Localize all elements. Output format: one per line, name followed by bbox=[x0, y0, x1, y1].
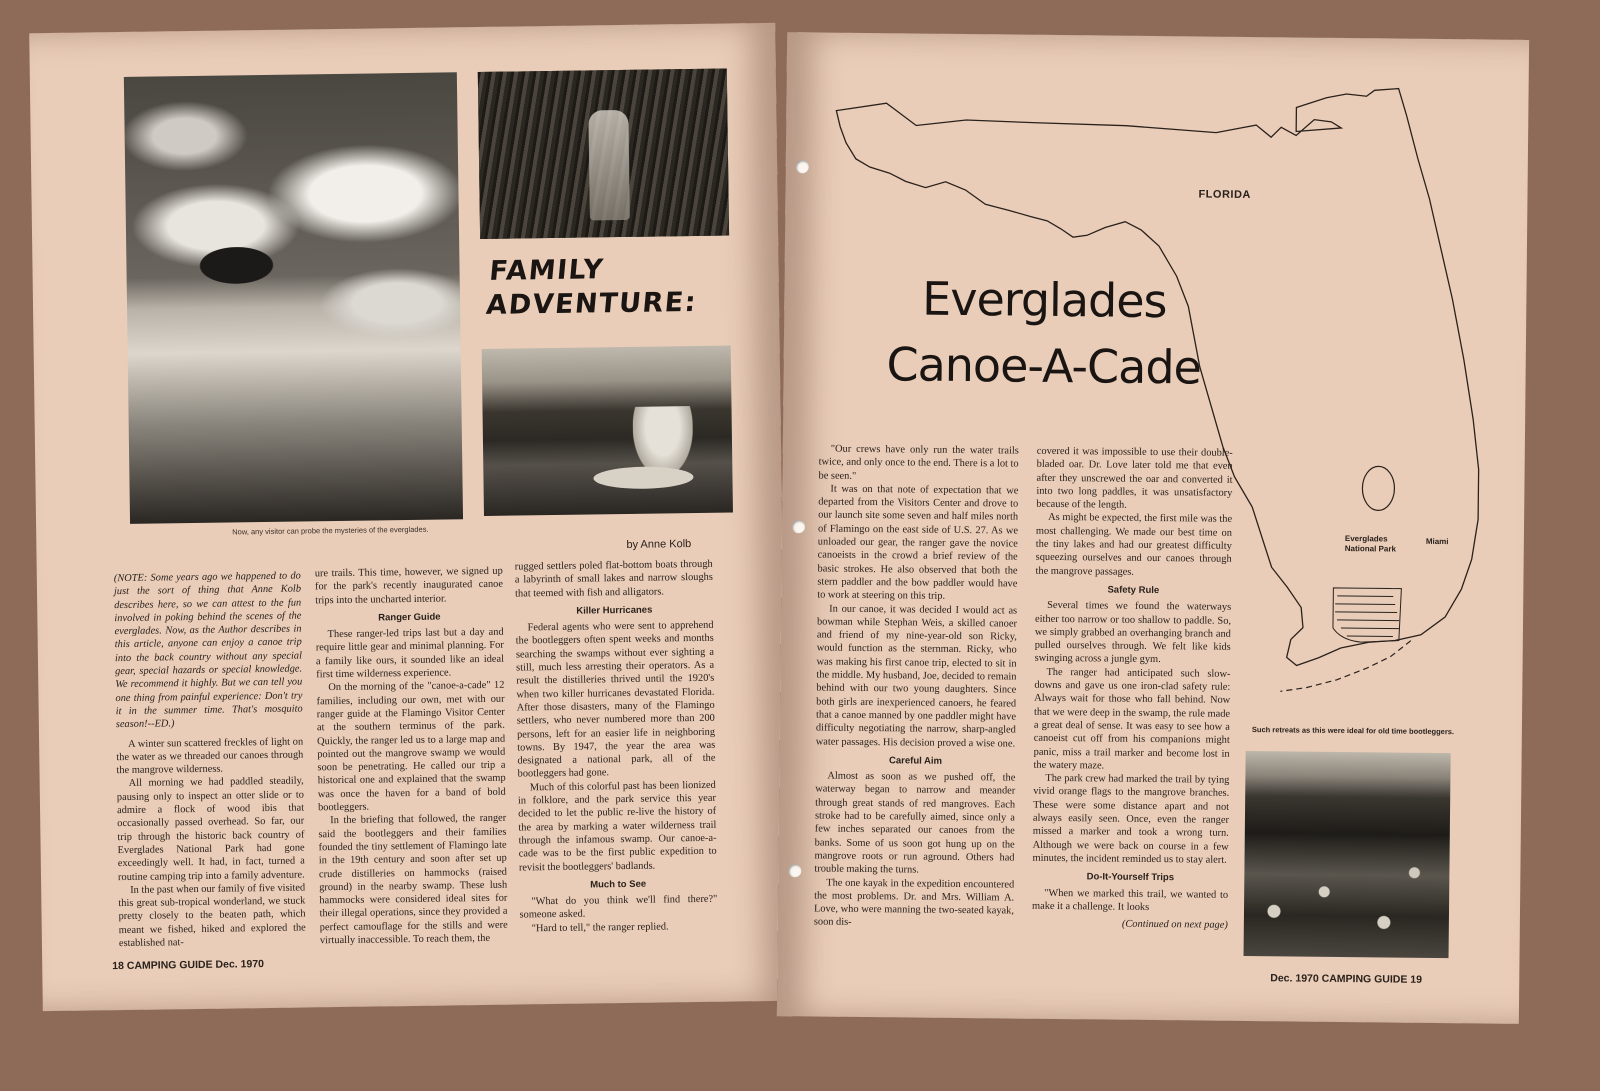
paragraph: In the briefing that followed, the ranger said the bootleggers and their families founded the tiny settlement of Flamingo late in the 19th century and soon after set up crude distilleries on hammocks (raised ground) in the nearby swamp. These lush hammocks were considered ideal sites for their illegal operations, since they provided a perfect camouflage for the stills and were virtually inaccessible. To reach them, the bbox=[318, 813, 508, 947]
subheading-ranger-guide: Ranger Guide bbox=[378, 611, 441, 624]
subheading-do-it-yourself: Do-It-Yourself Trips bbox=[1086, 871, 1175, 884]
binder-hole bbox=[788, 864, 801, 877]
paragraph: On the morning of the "canoe-a-cade" 12 families, including our own, met with our ranger guide at the Flamingo Visitor Center at the southern terminus of the park. Quickly, the ranger led us to a large map and pointed out the mangrove swamp we would soon be penetrating. He called our trip a historical one and explained that the swamp was once the haven for a band of bold bootleggers. bbox=[316, 680, 506, 814]
right-column-2 bbox=[1032, 445, 1233, 932]
canoe-photo bbox=[482, 345, 733, 515]
paragraph: The one kayak in the expedition encountered the most problems. Dr. and Mrs. William A. Love, who were manning the two-seated kayak, soon dis- bbox=[813, 877, 1015, 929]
headline-line-2: ADVENTURE: bbox=[484, 286, 699, 321]
paragraph: Almost as soon as we pushed off, the waterway began to narrow and meander through great stands of red mangroves. Each stroke had to be carefully aimed, since only a few inches separated our canoes from the banks. Some of us soon got hung up on the mangrove roots or run aground. Others had trouble making the turns. bbox=[814, 770, 1016, 876]
left-column-1 bbox=[114, 570, 306, 951]
page-folio-left: 18 CAMPING GUIDE Dec. 1970 bbox=[112, 958, 265, 973]
paragraph: Several times we found the waterways either too narrow or too shallow to paddle. So, we simply grabbed an overhanging branch and pulled ourselves through. We felt like kids swinging across a jungle gym. bbox=[1034, 600, 1232, 666]
title-line-2: Canoe-A-Cade bbox=[886, 337, 1202, 395]
paragraph: These ranger-led trips last but a day and require little gear and minimal planning. For a family like ours, it sounded like an ideal first time wilderness experience. bbox=[315, 626, 505, 681]
paragraph: covered it was impossible to use their double-bladed oar. Dr. Love later told me that even after they unscrewed the oar and converted it into two long paddles, it was unsatisfactory because of the length. bbox=[1036, 445, 1233, 511]
photo-caption: Now, any visitor can probe the mysteries of the everglades. bbox=[232, 524, 429, 537]
mangrove-photo bbox=[478, 69, 729, 239]
map-label-florida: FLORIDA bbox=[1198, 188, 1251, 202]
subheading-safety-rule: Safety Rule bbox=[1107, 584, 1160, 597]
map-label-national-park: Everglades National Park bbox=[1344, 534, 1396, 554]
left-column-3 bbox=[515, 558, 718, 936]
paragraph: "What do you think we'll find there?" someone asked. bbox=[519, 893, 718, 921]
right-column-1 bbox=[814, 442, 1019, 931]
left-page bbox=[29, 23, 789, 1011]
map-label-miami: Miami bbox=[1425, 536, 1449, 547]
right-page bbox=[777, 32, 1529, 1024]
continued-note: (Continued on next page) bbox=[1121, 918, 1228, 931]
page-folio-right: Dec. 1970 CAMPING GUIDE 19 bbox=[1270, 972, 1423, 986]
lilies-caption: Such retreats as this were ideal for old time bootleggers. bbox=[1251, 725, 1455, 737]
binder-hole bbox=[792, 520, 805, 533]
everglades-park-shading bbox=[1333, 588, 1402, 643]
paragraph: As might be expected, the first mile was the most challenging. We made our best time on the tiny lakes and had our greatest difficulty squeezing ourselves and our canoes through the mangrove passages. bbox=[1035, 512, 1233, 578]
byline: by Anne Kolb bbox=[626, 538, 692, 551]
paragraph: ure trails. This time, however, we signed up for the park's recently inaugurated canoe trips into the uncharted interior. bbox=[314, 565, 504, 606]
title-line-1: Everglades bbox=[921, 271, 1167, 329]
paragraph: In the past when our family of five visited this great sub-tropical wonderland, we stuck pretty closely to the beaten path, which meant we fished, hiked and explored the established nat- bbox=[118, 882, 306, 950]
lake-okeechobee bbox=[1362, 466, 1394, 510]
paragraph: All morning we had paddled steadily, pausing only to inspect an otter slide or to admire a flock of wood ibis that occasionally passed overhead. So far, our trip through the historic back country of Everglades National Park had gone exceedingly well. It had, in fact, turned a routine camping trip into a family adventure. bbox=[116, 775, 305, 883]
subheading-much-to-see: Much to See bbox=[590, 878, 647, 891]
left-column-2 bbox=[315, 565, 508, 948]
swamp-lilies-photo bbox=[1244, 751, 1451, 958]
paragraph: The ranger had anticipated such slow-downs and gave us one iron-clad safety rule: Always wait for those who fall behind. Now that we were deep in the swamp, the rule made a great deal of sense. It was easy to see how a canoeist cut off from his companions might panic, miss a trail marker and become lost in the watery maze. bbox=[1033, 666, 1231, 772]
paragraph: The park crew had marked the trail by tying vivid orange flags to the mangrove branches. These were some distance apart and not always easily seen. Once, even the ranger missed a marker and took a wrong turn. Although we were back on course in a few minutes, the incident reminded us to stay alert. bbox=[1032, 773, 1230, 866]
paragraph: "When we marked this trail, we wanted to make it a challenge. It looks bbox=[1031, 887, 1229, 913]
headline-line-1: FAMILY bbox=[488, 254, 606, 287]
paragraph: "Our crews have only run the water trails twice, and only once to the end. There is a lot to be seen." bbox=[818, 443, 1019, 482]
family-adventure-headline bbox=[485, 251, 751, 323]
paragraph: It was on that note of expectation that we departed from the Visitors Center and drove to our launch site some seven and half miles north of Flamingo on the east side of U.S. 27. As we unloaded our gear, the ranger gave the novice canoeists in the crowd a brief review of the basic strokes. He also observed that both the stern paddler and the bow paddler would have to work at steering on this trip. bbox=[817, 483, 1019, 603]
article-title bbox=[843, 265, 1244, 401]
paragraph: In our canoe, it was decided I would act as bowman while Stephan Weis, a skilled canoer and friend of my nine-year-old son Ricky, would function as the sternman. Ricky, who was making his first canoe trip, elected to sit in the middle. My husband, Joe, decided to remain behind with our two young daughters. Since both girls are inexperienced canoers, he feared that a canoe manned by one paddler might have difficulty negotiating the narrow, sharp-angled water passages. His decision proved a wise one. bbox=[815, 603, 1018, 750]
paragraph: A winter sun scattered freckles of light on the water as we threaded our canoes through the mangrove wilderness. bbox=[116, 736, 304, 777]
paragraph: rugged settlers poled flat-bottom boats through a labyrinth of small lakes and narrow sloughs that teemed with fish and alligators. bbox=[514, 558, 713, 600]
binder-hole bbox=[796, 160, 809, 173]
paragraph: "Hard to tell," the ranger replied. bbox=[531, 921, 669, 935]
paragraph: Federal agents who were sent to apprehend the bootleggers often spent weeks and months searching the swamps without ever sighting a still, much less arresting their operators. As a result the distilleries thrived until the 1920's when two killer hurricanes devastated Florida. After those disasters, many of the Flamingo settlers, who never numbered more than 200 persons, left for an easier life in neighboring towns. By 1947, the year the area was designated a national park, all of the bootleggers had gone. bbox=[515, 619, 716, 780]
paragraph: Much of this colorful past has been lionized in folklore, and the park service this year decided to let the public re-live the history of the area by marking a water wilderness trail through the infamous swamp. Our canoe-a-cade was to be the first public expedition to revisit the bootleggers' badlands. bbox=[517, 779, 717, 874]
subheading-careful-aim: Careful Aim bbox=[889, 755, 943, 767]
clouds-photo bbox=[124, 72, 463, 524]
subheading-killer-hurricanes: Killer Hurricanes bbox=[576, 604, 653, 617]
editor-note: (NOTE: Some years ago we happened to do just the sort of thing that Anne Kolb describes here, so we can attest to the fun involved in poking behind the scenes of the everglades. Now, as the Author describes in this article, anyone can enjoy a canoe trip into the back country without any special gear, special hazards or special knowledge. We recommend it highly. But we can tell you one thing from painful experience: Don't try it in the summer time. That's mosquito season!--ED.) bbox=[113, 570, 303, 731]
